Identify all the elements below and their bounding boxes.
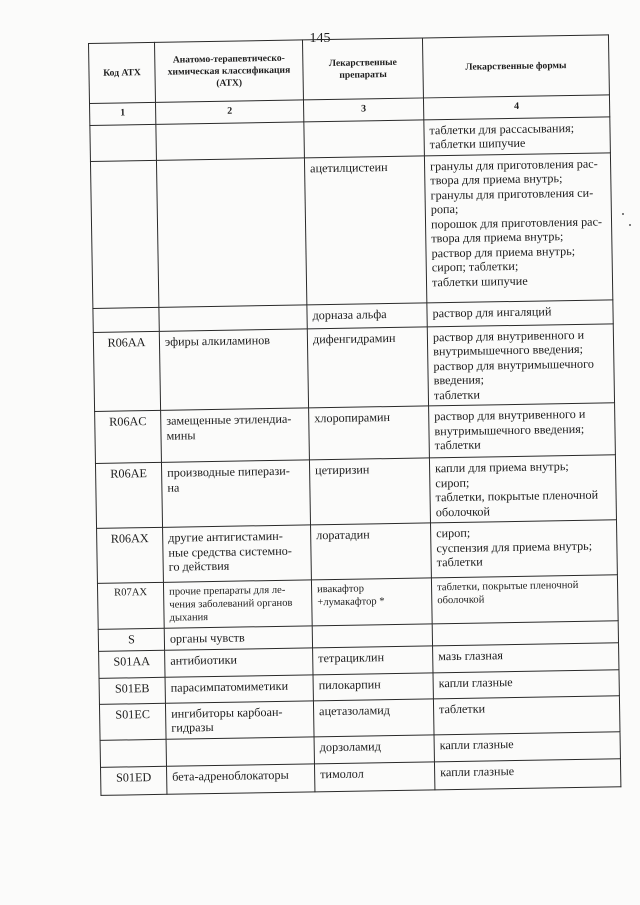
cell-drug: дифенгидрамин (307, 326, 428, 407)
cell-code: S (98, 628, 164, 651)
scan-speck (629, 224, 631, 226)
cell-atc-group: бета-адреноблокаторы (166, 763, 314, 793)
cell-atc-group: органы чувств (164, 626, 312, 650)
cell-dosage-forms: мазь глазная (433, 642, 619, 672)
column-number: 3 (303, 98, 423, 121)
cell-atc-group: эфиры алкиламинов (159, 328, 308, 410)
cell-code: S01EB (99, 677, 165, 704)
cell-dosage-forms: капли глазные (434, 758, 620, 789)
header-code: Код АТХ (89, 42, 156, 103)
page-number: 145 (309, 31, 331, 46)
cell-drug: ивакафтор +лумакафтор * (311, 578, 432, 626)
cell-atc-group (156, 121, 305, 159)
cell-atc-group: парасимпатомиметики (165, 674, 313, 702)
header-atc-classification: Анатомо-терапевтическо- химическая классификация (АТХ) (154, 40, 303, 102)
cell-dosage-forms: раствор для внутривенного и внутримышечного введения; раствор для внутримышечного введения; таблетки (427, 323, 614, 406)
cell-code: R07AX (97, 582, 164, 629)
cell-dosage-forms: таблетки для рассасывания; таблетки шипучие (424, 116, 611, 155)
cell-code: S01EC (99, 703, 166, 740)
cell-atc-group: замещенные этилендиа- мины (161, 408, 310, 462)
cell-atc-group: производные пиперази- на (161, 460, 310, 527)
cell-drug: пилокарпин (313, 672, 433, 700)
cell-code: R06AA (93, 331, 160, 412)
cell-atc-group (156, 157, 306, 306)
cell-drug: дорназа альфа (307, 302, 427, 328)
column-number: 4 (423, 95, 609, 120)
cell-atc-group: другие антигистамин- ные средства системно- го действия (163, 525, 312, 582)
cell-dosage-forms: сироп; суспензия для приема внутрь; таблетки (431, 520, 618, 578)
cell-dosage-forms: капли глазные (433, 669, 619, 698)
cell-drug: хлоропирамин (309, 406, 430, 460)
cell-drug: тимолол (314, 761, 434, 791)
cell-drug: тетрациклин (313, 645, 433, 674)
header-dosage-forms: Лекарственные формы (422, 35, 609, 98)
header-drugs: Лекарственные препараты (302, 38, 423, 100)
cell-code: S01AA (99, 650, 165, 678)
cell-dosage-forms: таблетки, покрытые пленочной оболочкой (431, 575, 618, 624)
cell-code: R06AE (95, 462, 162, 528)
cell-dosage-forms: таблетки (433, 695, 620, 734)
table-row (90, 152, 612, 308)
cell-dosage-forms: раствор для внутривенного и внутримышечного введения; таблетки (429, 403, 616, 458)
cell-drug (312, 624, 432, 647)
cell-code (90, 124, 157, 161)
cell-drug (304, 119, 425, 157)
cell-code (93, 307, 159, 332)
atc-drug-table (88, 34, 621, 795)
cell-code: S01ED (101, 766, 167, 795)
cell-atc-group: ингибиторы карбоан- гидразы (165, 700, 314, 738)
cell-drug: ацетилцистеин (304, 155, 426, 304)
cell-code: R06AC (95, 410, 162, 463)
cell-dosage-forms (432, 621, 618, 646)
table-row (95, 403, 616, 464)
cell-dosage-forms: капли для приема внутрь; сироп; таблетки, покрытые пленочной оболочкой (429, 455, 616, 523)
column-number: 1 (90, 102, 156, 125)
cell-drug: цетиризин (309, 458, 430, 525)
cell-code (100, 739, 166, 767)
document-sheet (88, 34, 622, 873)
table-row (95, 455, 616, 529)
column-number: 2 (155, 100, 303, 124)
cell-drug: ацетазоламид (313, 698, 434, 736)
table-header-row (89, 35, 610, 104)
cell-drug: дорзоламид (314, 734, 434, 763)
cell-dosage-forms: капли глазные (434, 731, 620, 761)
cell-dosage-forms: раствор для ингаляций (427, 299, 613, 326)
table-row (93, 323, 614, 411)
cell-drug: лоратадин (311, 523, 432, 580)
cell-dosage-forms: гранулы для приготовления рас- твора для приема внутрь; гранулы для приготовления си- ропа; порошок для приготовления рас- твора для приема внутрь; раствор для приема внутрь; сироп; таблетки; таблетки шипучие (424, 152, 612, 302)
cell-atc-group (166, 736, 314, 765)
cell-atc-group (159, 304, 307, 330)
table-body (90, 116, 621, 795)
table-row (97, 520, 618, 584)
cell-code: R06AX (97, 527, 164, 583)
cell-atc-group: антибиотики (165, 647, 313, 676)
cell-atc-group: прочие препараты для ле- чения заболеваний органов дыхания (163, 580, 312, 628)
scan-speck (622, 213, 624, 215)
cell-code (90, 160, 158, 308)
